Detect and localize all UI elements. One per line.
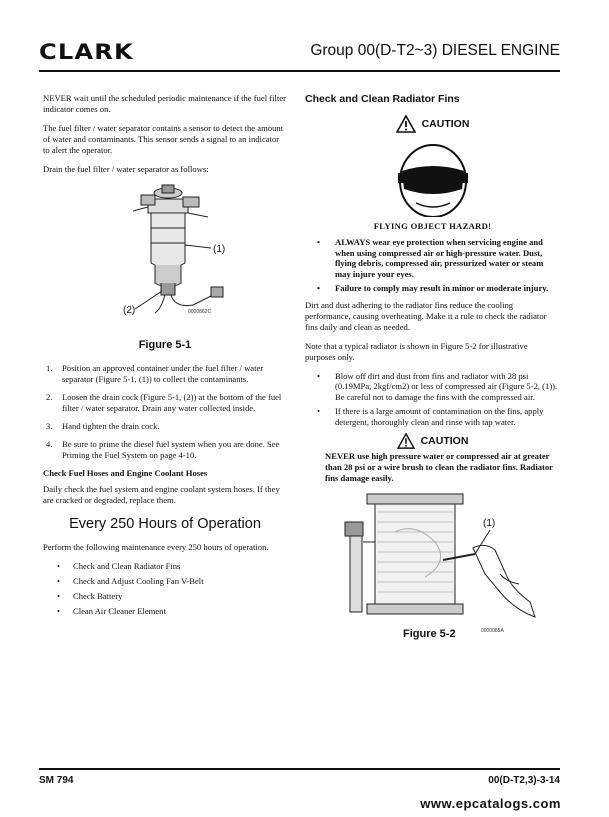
warning-triangle-icon: [396, 115, 416, 133]
warning-triangle-icon: [397, 433, 415, 449]
safety-goggles-icon: [396, 141, 470, 217]
list-item: • Blow off dirt and dust from fins and radiator with 28 psi (0.19MPa, 2kgf/cm2) or less of compressed air (Figure 5-2, (1)). Be careful not to damage the fins with the compressed air.: [305, 371, 560, 403]
radiator-heading: Check and Clean Radiator Fins: [305, 93, 460, 105]
callout-1: (1): [483, 518, 496, 529]
cleaning-list: [305, 371, 560, 428]
task-list: [43, 561, 287, 617]
watermark: www.epcatalogs.com: [420, 796, 561, 811]
dirt-paragraph: Dirt and dust adhering to the radiator fins reduce the cooling performance, causing overheating. Make it a rule to check the radiator fins daily and clean as needed.: [305, 299, 547, 332]
section-heading: Every 250 Hours of Operation: [69, 516, 261, 532]
drain-steps: [43, 363, 287, 461]
paragraph-drain-intro: Drain the fuel filter / water separator as follows:: [43, 164, 209, 174]
caution-label: CAUTION: [421, 118, 470, 130]
list-item: • Check and Clean Radiator Fins: [43, 561, 287, 572]
callout-1: (1): [213, 244, 226, 255]
figure-caption: Figure 5-2: [403, 628, 456, 640]
clark-logo: CLARK: [39, 40, 134, 64]
page-title: Group 00(D-T2~3) DIESEL ENGINE: [310, 42, 560, 59]
footer-page-number: 00(D-T2,3)-3-14: [488, 775, 560, 786]
callout-2: (2): [123, 305, 136, 316]
list-item: • Clean Air Cleaner Element: [43, 606, 287, 617]
figure-5-2: [305, 492, 560, 634]
footer-manual-id: SM 794: [39, 775, 74, 786]
hoses-heading: Check Fuel Hoses and Engine Coolant Hoses: [43, 468, 208, 478]
left-column: [43, 93, 287, 621]
list-item: 4. Be sure to prime the diesel fuel system when you are done. See Priming the Fuel System on page 4-10.: [46, 439, 280, 460]
right-column: [305, 93, 560, 652]
list-item: • Check Battery: [43, 591, 287, 602]
section-intro: Perform the following maintenance every 250 hours of operation.: [43, 542, 269, 552]
note-paragraph: Note that a typical radiator is shown in Figure 5-2 for illustrative purposes only.: [305, 340, 528, 362]
hoses-paragraph: Daily check the fuel system and engine coolant system hoses. If they are cracked or degraded, replace them.: [43, 484, 280, 505]
footer-rule: [39, 768, 560, 770]
hazard-list: [305, 237, 560, 294]
list-item: • ALWAYS wear eye protection when servicing engine and when using compressed air or high-pressure water. Dust, flying debris, compressed air, pressurized water or steam may injure your eyes.: [305, 237, 560, 279]
figure-caption: Figure 5-1: [138, 339, 192, 351]
list-item: • Check and Adjust Cooling Fan V-Belt: [43, 576, 287, 587]
caution-label: CAUTION: [420, 435, 469, 447]
list-item: 2. Loosen the drain cock (Figure 5-1, (2)) at the bottom of the fuel filter / water separator. Drain any water collected inside.: [46, 392, 282, 413]
list-item: • If there is a large amount of contamination on the fins, apply detergent, thoroughly clean and rinse with tap water.: [305, 406, 560, 427]
goggles-figure: [305, 141, 560, 217]
paragraph-never-wait: NEVER wait until the scheduled periodic maintenance if the fuel filter indicator comes on.: [43, 93, 286, 114]
paragraph-sensor: The fuel filter / water separator contains a sensor to detect the amount of water and contaminants. This sensor sends a signal to an indicator to alert the operator.: [43, 123, 284, 155]
caution-text: NEVER use high pressure water or compressed air at greater than 28 psi or a wire brush to clean the radiator fins. Radiator fins damage easily.: [325, 451, 553, 483]
fuel-filter-illustration: [43, 183, 287, 333]
figure-5-1: [43, 183, 287, 333]
radiator-illustration: [305, 492, 560, 634]
caution-banner: [305, 115, 560, 133]
figure-code: 0000862C: [188, 309, 212, 315]
header-rule: [39, 70, 560, 72]
figure-code: 0000085A: [481, 628, 504, 634]
list-item: • Failure to comply may result in minor or moderate injury.: [305, 283, 560, 294]
list-item: 1. Position an approved container under the fuel filter / water separator (Figure 5-1, (1)) to collect the contaminants.: [46, 363, 264, 384]
caution-banner-2: [305, 433, 560, 449]
list-item: 3. Hand tighten the drain cock.: [46, 421, 160, 431]
hazard-title: FLYING OBJECT HAZARD!: [373, 221, 492, 231]
